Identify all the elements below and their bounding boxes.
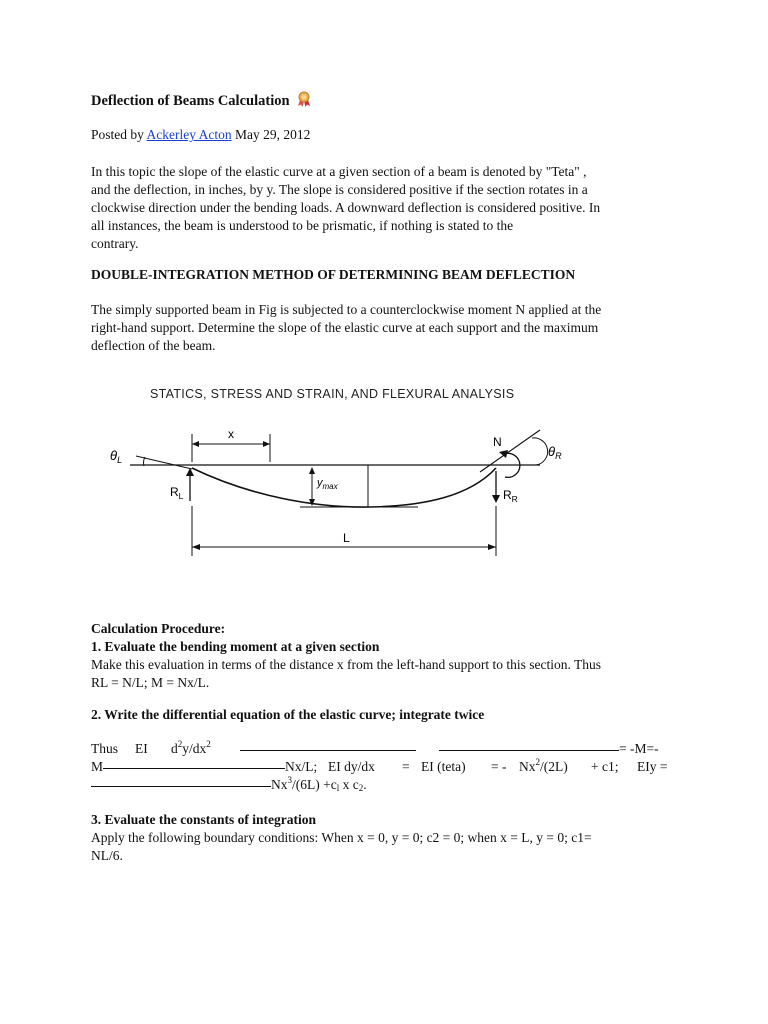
x-dim-arrow-left (192, 441, 199, 447)
author-link[interactable]: Ackerley Acton (146, 127, 232, 142)
elastic-curve (192, 468, 496, 507)
step2-heading: 2. Write the differential equation of the elastic curve; integrate twice (91, 707, 485, 722)
step3-block (91, 811, 679, 865)
equation-row-1 (91, 740, 679, 758)
step1-heading: 1. Evaluate the bending moment at a given section (91, 639, 380, 654)
problem-line: right-hand support. Determine the slope of the elastic curve at each support and the maximum (91, 320, 599, 335)
eq-nx2-2l: Nx$^2$/(2L) (519, 757, 568, 774)
post-date: May 29, 2012 (235, 127, 311, 142)
step3-heading: 3. Evaluate the constants of integration (91, 812, 316, 827)
eq-ei-dydx: EI dy/dx (328, 759, 375, 774)
eq-equals: = (402, 759, 410, 774)
eq-minus: = - (491, 759, 507, 774)
eq-ei-teta: EI (teta) (421, 759, 466, 774)
figure-caption: STATICS, STRESS AND STRAIN, AND FLEXURAL ANALYSIS (150, 387, 515, 401)
eq-blank-rule (240, 750, 416, 751)
step3-text: NL/6. (91, 848, 123, 863)
equation-row-2 (91, 758, 679, 776)
intro-line: clockwise direction under the bending loads. A downward deflection is considered positive. In (91, 200, 601, 215)
step1-text: Make this evaluation in terms of the distance x from the left-hand support to this section. Thus (91, 657, 602, 672)
eq-m: M (91, 759, 104, 774)
eq-nx3-6l: $Nx^3/(6L) +c_l$ x $c_2$. (271, 775, 367, 793)
eq-thus: Thus (91, 741, 118, 756)
equation-row-3 (91, 776, 679, 794)
step1-text: RL = N/L; M = Nx/L. (91, 675, 210, 690)
procedure-heading: Calculation Procedure: (91, 621, 226, 636)
byline-prefix: Posted by (91, 127, 144, 142)
award-icon (297, 91, 311, 112)
rl-label: $R_L$ (170, 485, 184, 501)
rr-arrow-head (492, 495, 500, 503)
intro-line: and the deflection, in inches, by y. The slope is considered positive if the section rotates in a (91, 182, 588, 197)
theta-l-label: $\theta_L$ (110, 448, 123, 465)
x-dim-arrow-right (263, 441, 270, 447)
post-title (91, 91, 311, 112)
section-heading: DOUBLE-INTEGRATION METHOD OF DETERMINING BEAM DEFLECTION (91, 267, 576, 282)
x-label: x (228, 427, 234, 441)
beam-figure (100, 376, 570, 576)
l-dim-arrow-left (192, 544, 200, 550)
theta-r-label: $\theta_R$ (548, 444, 562, 461)
intro-line: all instances, the beam is understood to be prismatic, if nothing is stated to the (91, 218, 514, 233)
ymax-label: $y_{max}$ (317, 477, 338, 491)
problem-line: The simply supported beam in Fig is subjected to a counterclockwise moment N applied at the (91, 302, 602, 317)
ymax-arrow-head-top (309, 467, 315, 474)
procedure-block (91, 620, 679, 692)
intro-line: In this topic the slope of the elastic curve at a given section of a beam is denoted by "Teta" , (91, 164, 587, 179)
byline (91, 126, 310, 144)
eq-ei: EI (135, 741, 148, 756)
l-label: L (343, 531, 350, 545)
problem-paragraph (91, 301, 679, 355)
right-slope-line (480, 430, 540, 472)
intro-line: contrary. (91, 236, 139, 251)
rr-label: $R_R$ (503, 488, 518, 504)
moment-n-arrow-head (499, 450, 508, 458)
eq-d2ydx2: $d^2y/dx^2$ (171, 739, 211, 756)
post-title-text: Deflection of Beams Calculation (91, 93, 290, 109)
problem-line: deflection of the beam. (91, 338, 216, 353)
eq-eiy: EIy = (637, 759, 668, 774)
step3-text: Apply the following boundary conditions: When x = 0, y = 0; c2 = 0; when x = L, y = 0; c1= (91, 830, 592, 845)
n-label: N (493, 435, 502, 449)
eq-blank-rule (103, 768, 285, 769)
eq-nxl: Nx/L; (285, 759, 318, 774)
theta-r-arc (532, 438, 548, 465)
l-dim-arrow-right (488, 544, 496, 550)
eq-blank-rule (91, 786, 271, 787)
eq-plus-c1: + c1; (591, 759, 619, 774)
eq-blank-rule (439, 750, 619, 751)
eq-m-term: = -M=- (619, 741, 659, 756)
intro-paragraph (91, 163, 679, 253)
